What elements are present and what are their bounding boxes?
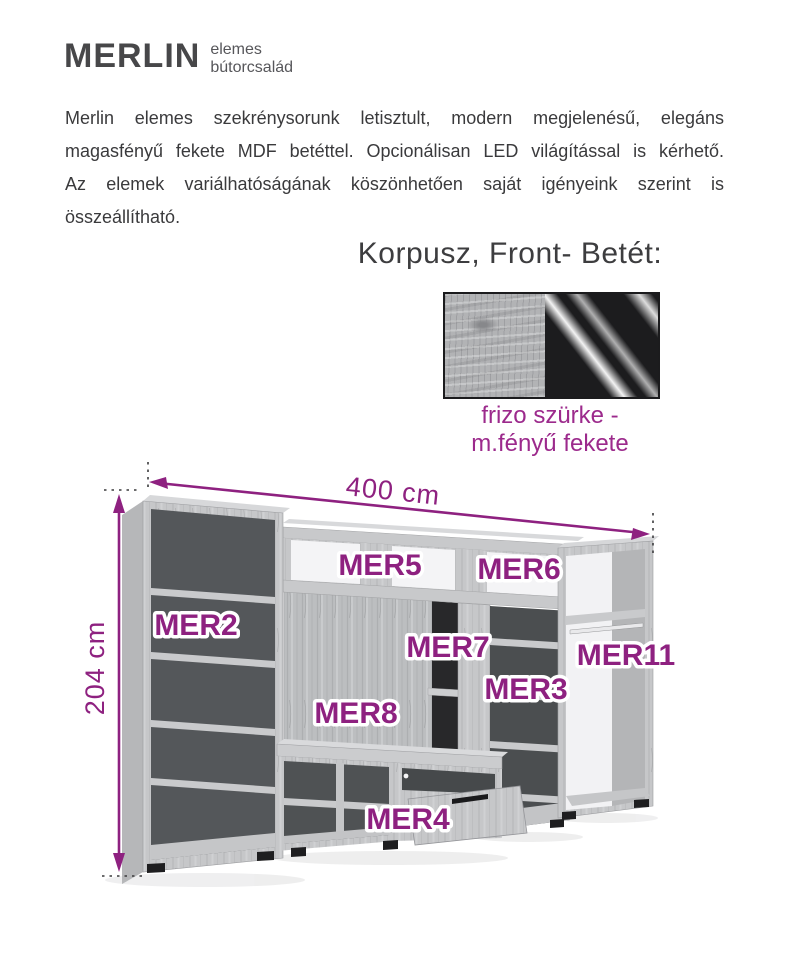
materials-heading: Korpusz, Front- Betét: <box>357 237 663 270</box>
foot <box>291 847 306 857</box>
label-mer11: MER11 <box>576 639 676 672</box>
cable-hole <box>404 774 409 779</box>
intro-line-1: Merlin elemes szekrénysorunk letisztult, modern megjelenésű, elegáns <box>65 108 724 128</box>
brand-tagline-line1: elemes <box>210 41 262 58</box>
height-dimension-label: 204 cm <box>80 620 110 716</box>
label-mer6: MER6 <box>477 553 561 586</box>
height-dimension <box>80 494 125 872</box>
brand-name: MERLIN <box>64 37 201 75</box>
label-mer5: MER5 <box>338 549 422 582</box>
unit-mer8-back-panel <box>284 592 432 762</box>
foot <box>147 863 165 873</box>
label-mer3: MER3 <box>484 673 568 706</box>
material-caption-line1: frizo szürke - <box>481 402 619 429</box>
unit-mer2-bookcase <box>122 495 290 884</box>
unit-mer7-black-insert <box>428 601 462 750</box>
unit-mer11-wardrobe <box>558 536 659 820</box>
material-caption-line2: m.fényű fekete <box>471 430 629 457</box>
width-dimension-label: 400 cm <box>344 471 442 511</box>
intro-line-2: magasfényű fekete MDF betéttel. Opcionálisan LED világítással is kérhető. <box>65 141 724 161</box>
label-mer7: MER7 <box>406 631 490 664</box>
label-mer8: MER8 <box>314 697 398 730</box>
brand-tagline-line2: bútorcsalád <box>210 59 294 76</box>
label-mer4: MER4 <box>366 803 450 836</box>
foot <box>634 799 649 808</box>
label-mer2: MER2 <box>154 609 238 642</box>
foot <box>257 851 274 861</box>
foot <box>562 811 576 820</box>
intro-line-3: Az elemek variálhatóságának köszönhetően saját igényeink szerint is <box>65 174 724 194</box>
intro-line-4: összeállítható. <box>65 207 181 227</box>
foot <box>550 819 564 828</box>
foot <box>383 840 398 850</box>
